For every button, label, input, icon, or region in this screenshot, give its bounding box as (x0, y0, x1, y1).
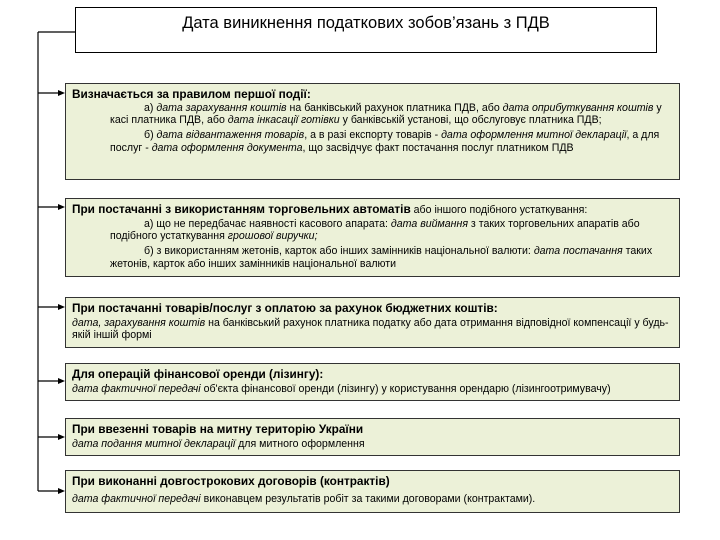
text-run: на банківський рахунок платника ПДВ, або (286, 102, 503, 114)
text-run-italic: дата постачання (533, 245, 623, 258)
text-run: а) (144, 102, 157, 114)
long-term-contracts-box (65, 470, 680, 513)
financial-lease-box (65, 363, 680, 401)
text-run-italic: дата подання митної декларації (72, 438, 236, 450)
long-term-contracts-text (72, 493, 673, 505)
rule-first-event-box (65, 83, 680, 180)
text-run-italic: дата фактичної передачі (72, 493, 201, 505)
arrowhead-6 (58, 488, 65, 494)
import-goods-heading: При ввезенні товарів на митну територію України (72, 422, 364, 436)
arrowhead-5 (58, 434, 65, 440)
text-run: на банківський рахунок платника податку або дата отримання відповідної компенсації у будь-якій іншій формі (72, 317, 669, 342)
text-run: для митного оформлення (235, 438, 365, 450)
vending-machines-heading (72, 202, 673, 218)
long-term-contracts-heading: При виконанні довгострокових договорів (контрактів) (72, 474, 390, 488)
heading-rest: або іншого подібного устаткування: (410, 204, 588, 216)
diagram-title: Дата виникнення податкових зобов’язань з ПДВ (75, 7, 657, 53)
text-run: а) що не передбачає наявності касового апарата: (144, 218, 391, 230)
text-run: об'єкта фінансової оренди (лізингу) у користування орендарю (лізингоотримувачу) (200, 383, 611, 395)
vending-machines-item-a (110, 218, 673, 242)
arrowhead-1 (58, 90, 65, 96)
text-run: з таких торговельних апаратів або подібного устаткування (110, 218, 640, 243)
import-goods-box (65, 418, 680, 456)
text-run-italic: дата, зарахування коштів (72, 317, 206, 329)
text-run: виконавцем результатів робіт за такими договорами (контрактами). (200, 493, 536, 505)
vending-machines-item-b (110, 245, 673, 269)
text-run: , а для послуг - (110, 129, 660, 154)
budget-funds-text (72, 317, 673, 341)
text-run: , а в разі експорту товарів - (304, 129, 442, 142)
text-run-italic: дата оприбуткування коштів (502, 102, 654, 114)
text-run-italic: дата зарахування коштів (156, 102, 287, 114)
vending-machines-box (65, 198, 680, 277)
rule-first-event-item-b (110, 129, 673, 153)
text-run-italic: дата оформлення документа (151, 141, 303, 154)
import-goods-text (72, 438, 673, 450)
text-run: б) з використанням жетонів, карток або інших замінників національної валюти: (144, 245, 534, 258)
text-run-italic: дата фактичної передачі (72, 383, 201, 395)
financial-lease-heading: Для операцій фінансової оренди (лізингу): (72, 367, 324, 381)
rule-first-event-item-a (110, 102, 673, 126)
heading-bold: При постачанні з використанням торговельних автоматів (72, 202, 411, 216)
text-run-italic: дата відвантаження товарів (156, 129, 305, 142)
arrowhead-2 (58, 204, 65, 210)
text-run-italic: грошової виручки; (227, 230, 318, 243)
text-run: б) (144, 129, 157, 142)
budget-funds-box (65, 297, 680, 348)
text-run-italic: дата оформлення митної декларації (441, 129, 627, 142)
text-run: , що засвідчує факт постачання послуг платником ПДВ (302, 141, 574, 154)
arrowhead-3 (58, 304, 65, 310)
text-run: у банківській установі, що обслуговує платника ПДВ; (339, 114, 602, 127)
text-run: у касі платника ПДВ, або (110, 102, 662, 127)
text-run-italic: дата виймання (390, 218, 468, 230)
text-run: таких жетонів, карток або інших замінників національної валюти (110, 245, 653, 270)
financial-lease-text (72, 383, 673, 395)
rule-first-event-heading: Визначається за правилом першої події: (72, 87, 311, 101)
arrowhead-4 (58, 378, 65, 384)
text-run-italic: дата інкасації готівки (227, 114, 340, 127)
budget-funds-heading: При постачанні товарів/послуг з оплатою за рахунок бюджетних коштів: (72, 301, 498, 315)
